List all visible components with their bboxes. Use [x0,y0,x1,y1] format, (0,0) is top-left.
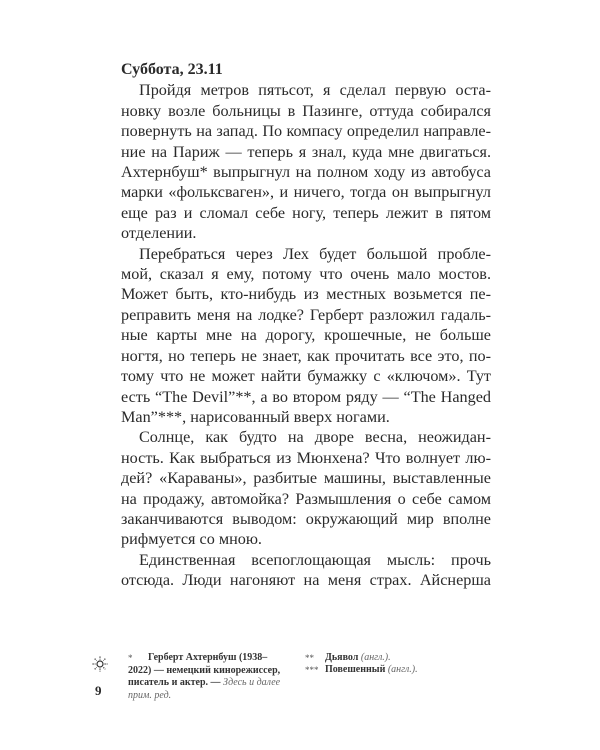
text-line: Может быть, кто-нибудь из местных возьмется пе- [121,285,491,304]
footnote-mark: * [128,653,133,663]
text-line: отделении. [121,224,197,243]
text-line: тому что не может найти бумажку с «ключом». Тут [121,367,491,386]
text-line: рифмуется со мною. [121,530,262,549]
text-line: мой, сказал я ему, потому что очень мало мостов. [121,265,491,284]
text-line: Ахтернбуш* выпрыгнул на полном ходу из автобуса [121,163,491,182]
text-line: еще раз и сломал себе ногу, теперь лежит в пятом [121,203,491,222]
text-line: ние на Париж — теперь я знал, куда мне двигаться. [121,142,491,161]
sun-icon [92,656,108,672]
text-line: Солнце, как будто на дворе весна, неожидан- [139,428,491,447]
footnote-3 [305,664,495,677]
footnote-text: 2022) — немецкий кинорежиссер, [128,664,281,676]
paragraphs [121,80,491,590]
entry-heading: Суббота, 23.11 [121,61,223,78]
footnote-note: (англ.). [360,652,391,663]
text-line: есть “The Devil”**, а во втором ряду — “The Hanged [121,387,491,406]
footnote-mark: ** [305,653,314,663]
text-line: ногтя, но теперь не знает, как прочитать все это, по- [121,346,491,365]
text-line: Единственная всепоглощающая мысль: прочь [139,550,491,569]
footnote-note: (англ.). [387,664,418,675]
text-line: Пройдя метров пятьсот, я сделал первую оста- [139,81,491,100]
footnote-text: писатель и актер. — [128,677,221,688]
text-line: ность. Как выбраться из Мюнхена? Что волнует лю- [121,448,491,467]
footnote-text: Герберт Ахтернбуш (1938– [148,652,268,663]
footnote-text: Повешенный [325,664,386,675]
text-line: новку возле больницы в Пазинге, оттуда собирался [121,101,491,120]
footnote-2 [305,652,495,665]
text-line: дей? «Караваны», разбитые машины, выставленные [121,469,491,488]
text-line: марки «фольксваген», и ничего, тогда он выпрыгнул [121,183,491,202]
text-line: ные карты мне на дорогу, крошечные, не больше [121,326,491,345]
footnote-note: Здесь и далее [223,677,281,688]
text-line: Man”***, нарисованный вверх ногами. [121,407,390,426]
page-number: 9 [95,683,102,698]
footnote-mark: *** [305,665,319,675]
text-line: на продажу, автомойка? Размышления о себе самом [121,489,491,508]
footnote-text: Дьявол [325,652,359,663]
text-line: Перебраться через Лех будет большой пробле- [139,244,491,263]
text-line: повернуть на запад. По компасу определил направле- [121,122,491,141]
footnote-note: прим. ред. [128,689,172,701]
text-line: отсюда. Люди нагоняют на меня страх. Айснерша [121,571,491,590]
body-text [121,60,491,591]
footnote-1 [128,652,298,702]
text-line: заканчиваются выводом: окружающий мир вполне [121,509,491,528]
text-line: реправить меня на лодке? Герберт разложил гадаль- [121,305,491,324]
